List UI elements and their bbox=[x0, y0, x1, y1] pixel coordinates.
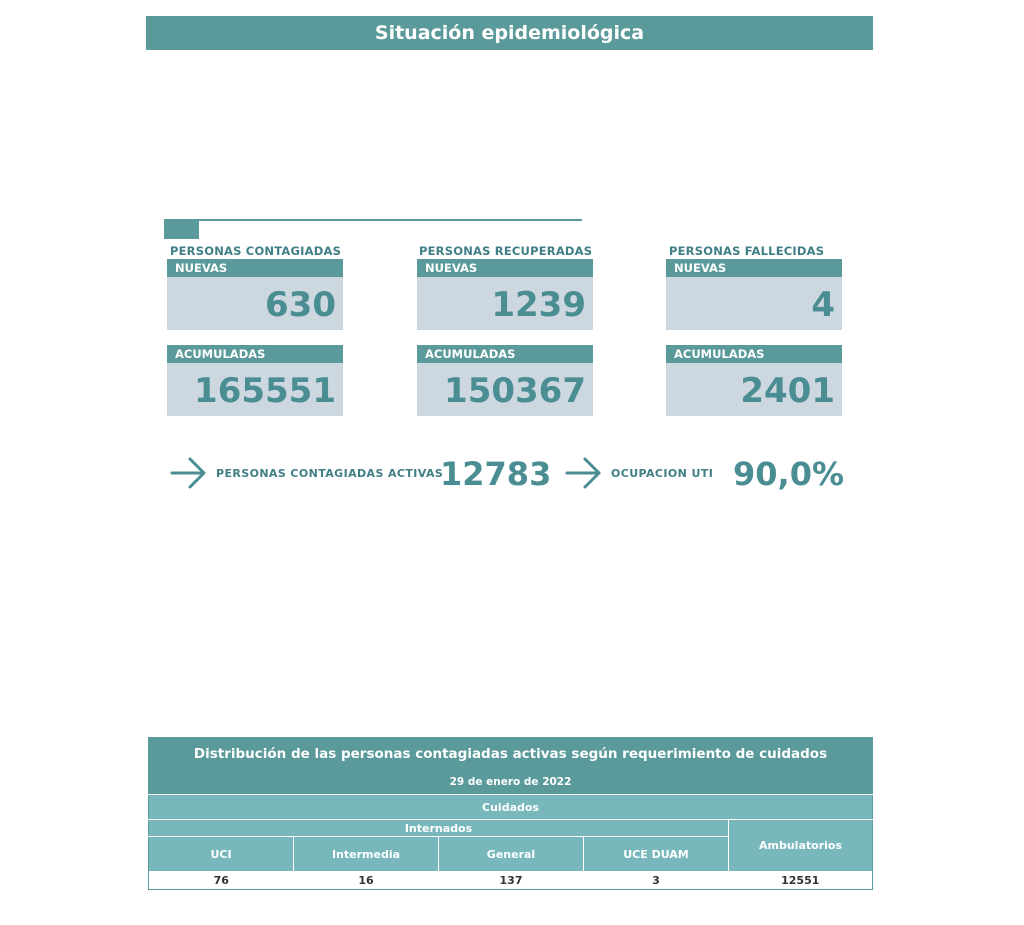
table-cell: 16 bbox=[294, 871, 439, 890]
table-col-uci: UCI bbox=[149, 837, 294, 872]
table-row bbox=[149, 871, 873, 890]
card-recuperadas-label: PERSONAS RECUPERADAS bbox=[419, 244, 593, 258]
table-cell: 76 bbox=[149, 871, 294, 890]
stat-value: 2401 bbox=[740, 371, 835, 411]
stat-header: ACUMULADAS bbox=[666, 345, 842, 363]
card-fallecidas-acc bbox=[666, 345, 842, 416]
table-subgroup-header: Internados bbox=[149, 820, 729, 837]
card-recuperadas-acc bbox=[417, 345, 593, 416]
arrow-right-icon bbox=[170, 456, 208, 490]
table-cell: 3 bbox=[584, 871, 729, 890]
table-col-general: General bbox=[439, 837, 584, 872]
active-cases-label: PERSONAS CONTAGIADAS ACTIVAS bbox=[216, 467, 444, 480]
arrow-right-icon bbox=[565, 456, 603, 490]
stat-value: 4 bbox=[811, 285, 835, 325]
card-contagiadas-new bbox=[167, 259, 343, 330]
card-contagiadas-acc bbox=[167, 345, 343, 416]
table-col-uce-duam: UCE DUAM bbox=[584, 837, 729, 872]
stat-header: NUEVAS bbox=[167, 259, 343, 277]
stat-value: 150367 bbox=[444, 371, 586, 411]
decorative-block bbox=[164, 219, 199, 239]
decorative-line bbox=[199, 219, 582, 221]
stat-value: 1239 bbox=[491, 285, 586, 325]
stat-value: 630 bbox=[265, 285, 336, 325]
card-fallecidas-label: PERSONAS FALLECIDAS bbox=[669, 244, 825, 258]
stat-header: ACUMULADAS bbox=[417, 345, 593, 363]
table-cell: 12551 bbox=[729, 871, 873, 890]
care-distribution-table bbox=[148, 737, 873, 890]
stat-header: ACUMULADAS bbox=[167, 345, 343, 363]
table-col-intermedia: Intermedia bbox=[294, 837, 439, 872]
active-cases-value: 12783 bbox=[440, 455, 552, 493]
table-group-header: Cuidados bbox=[149, 795, 873, 820]
stat-header: NUEVAS bbox=[666, 259, 842, 277]
icu-occupancy-label: OCUPACION UTI bbox=[611, 467, 714, 480]
table-cell: 137 bbox=[439, 871, 584, 890]
card-fallecidas-new bbox=[666, 259, 842, 330]
card-recuperadas-new bbox=[417, 259, 593, 330]
table-title: Distribución de las personas contagiadas activas según requerimiento de cuidados bbox=[149, 738, 873, 771]
table-col-ambulatorios: Ambulatorios bbox=[729, 820, 873, 872]
card-contagiadas-label: PERSONAS CONTAGIADAS bbox=[170, 244, 342, 258]
stat-value: 165551 bbox=[194, 371, 336, 411]
page-title: Situación epidemiológica bbox=[146, 16, 873, 50]
icu-occupancy-value: 90,0% bbox=[733, 455, 845, 493]
stat-header: NUEVAS bbox=[417, 259, 593, 277]
table-date: 29 de enero de 2022 bbox=[149, 770, 873, 795]
